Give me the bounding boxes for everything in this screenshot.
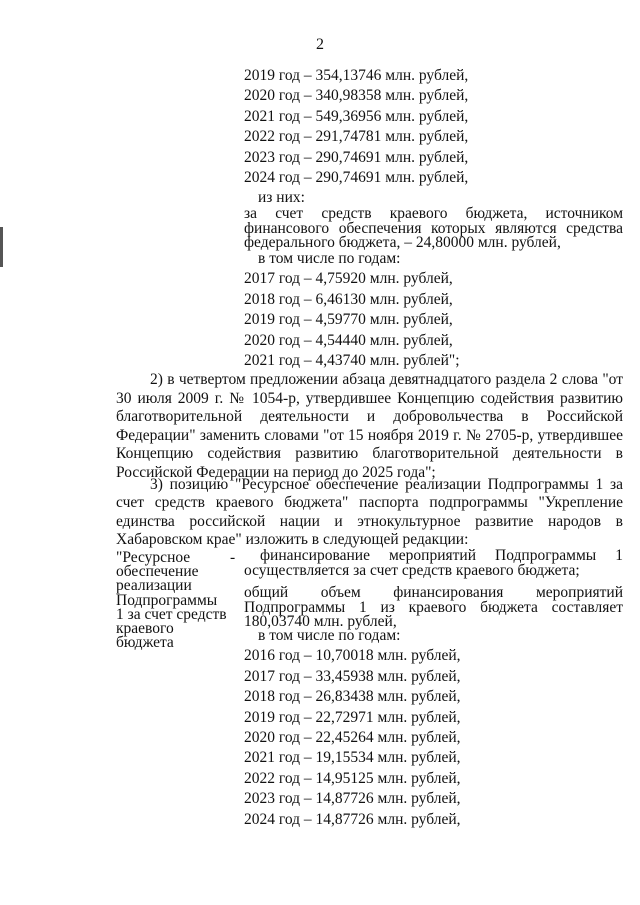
funding-years-block-2: [244, 249, 460, 371]
table-years-block: [244, 626, 461, 830]
by-years-label: в том числе по годам:: [258, 627, 401, 644]
year-line: 2020 год – 4,54440 млн. рублей,: [244, 331, 453, 349]
year-line: 2022 год – 14,95125 млн. рублей,: [244, 769, 461, 787]
scan-edge-mark: [0, 227, 3, 267]
year-line: 2021 год – 4,43740 млн. рублей";: [244, 351, 460, 369]
year-line: 2018 год – 6,46130 млн. рублей,: [244, 290, 453, 308]
year-line: 2018 год – 26,83438 млн. рублей,: [244, 688, 461, 706]
of-which-label: из них:: [258, 189, 305, 207]
year-line: 2022 год – 291,74781 млн. рублей,: [244, 128, 469, 146]
table-right-total: общий объем финансирования мероприятий Подпрограммы 1 из краевого бюджета составляет 180,03740 млн. рублей,: [244, 584, 623, 631]
by-years-label: в том числе по годам:: [258, 250, 401, 267]
year-line: 2017 год – 4,75920 млн. рублей,: [244, 270, 453, 288]
regional-budget-note: за счет средств краевого бюджета, источником финансового обеспечения которых являются средства федерального бюджета, – 24,80000 млн. рублей,: [244, 205, 623, 252]
year-line: 2020 год – 340,98358 млн. рублей,: [244, 87, 469, 105]
table-dash: -: [230, 549, 236, 566]
year-line: 2016 год – 10,70018 млн. рублей,: [244, 647, 461, 665]
amendment-item-2: 2) в четвертом предложении абзаца девятнадцатого раздела 2 слова "от 30 июля 2009 г. № 1054-р, утвердившее Концепцию содействия развитию благотворительной деятельности и добровольчества в Российской Федерации" заменить словами "от 15 ноября 2019 г. № 2705-р, утвердившее Концепцию содействия развитию благотворительной деятельности в Российской Федерации на период до 2025 года";: [116, 371, 623, 481]
year-line: 2021 год – 549,36956 млн. рублей,: [244, 107, 469, 125]
page-number: 2: [316, 36, 324, 53]
year-line: 2017 год – 33,45938 млн. рублей,: [244, 667, 461, 685]
year-line: 2024 год – 290,74691 млн. рублей,: [244, 168, 469, 186]
table-right-financing: финансирование мероприятий Подпрограммы 1 осуществляется за счет средств краевого бюджета;: [244, 547, 623, 579]
year-line: 2021 год – 19,15534 млн. рублей,: [244, 749, 461, 767]
table-left-label: "Ресурсное обеспечение реализации Подпрограммы 1 за счет средств краевого бюджета: [116, 549, 227, 652]
amendment-item-3: 3) позицию "Ресурсное обеспечение реализации Подпрограммы 1 за счет средств краевого бюджета" паспорта подпрограммы "Укрепление единства российской нации и этнокультурное развитие народов в Хабаровском крае" изложить в следующей редакции:: [116, 476, 623, 549]
funding-years-block-1: [244, 66, 468, 209]
year-line: 2020 год – 22,45264 млн. рублей,: [244, 728, 461, 746]
year-line: 2019 год – 354,13746 млн. рублей,: [244, 67, 469, 84]
year-line: 2019 год – 4,59770 млн. рублей,: [244, 311, 453, 329]
year-line: 2024 год – 14,87726 млн. рублей,: [244, 810, 461, 828]
year-line: 2023 год – 290,74691 млн. рублей,: [244, 148, 469, 166]
year-line: 2019 год – 22,72971 млн. рублей,: [244, 708, 461, 726]
year-line: 2023 год – 14,87726 млн. рублей,: [244, 790, 461, 808]
